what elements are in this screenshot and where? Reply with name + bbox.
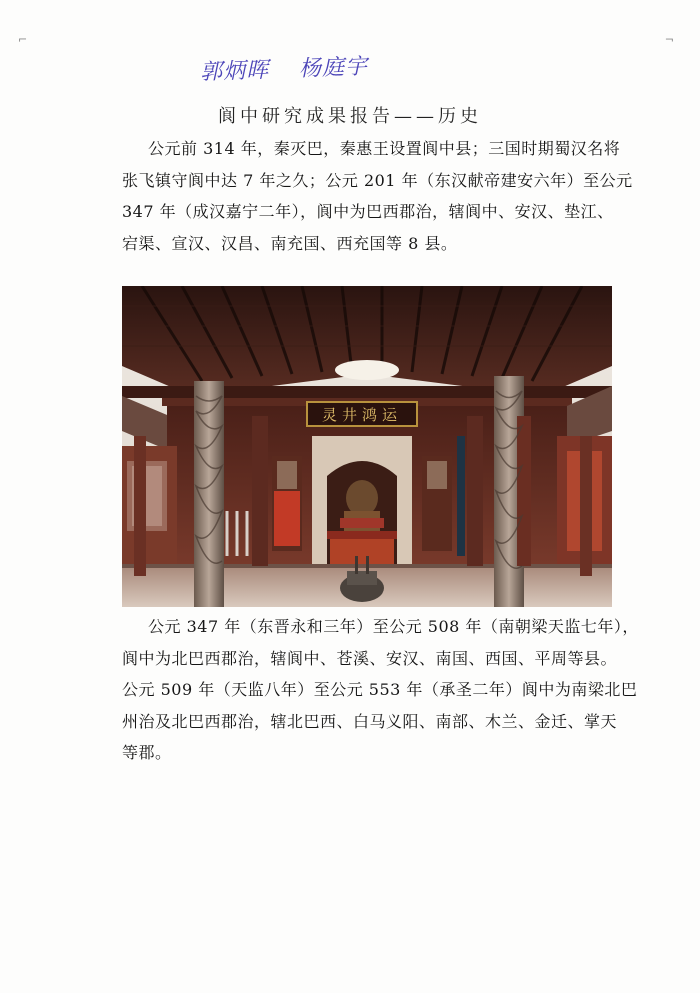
handwritten-name-1: 郭炳晖	[199, 57, 270, 86]
handwritten-name-2: 杨庭宇	[298, 54, 369, 82]
paragraph-2-line: 公元 347 年（东晋永和三年）至公元 508 年（南朝梁天监七年），	[148, 617, 639, 636]
temple-photo	[122, 286, 612, 607]
paragraph-2-line: 阆中为北巴西郡治，辖阆中、苍溪、安汉、南国、西国、平周等县。	[122, 648, 618, 668]
paragraph-2-line: 州治及北巴西郡治，辖北巴西、白马义阳、南部、木兰、金迁、掌天	[122, 711, 618, 731]
page-title: 阆中研究成果报告——历史	[218, 106, 482, 127]
binder-mark-left: ⌐	[18, 33, 28, 46]
handwritten-names	[200, 49, 391, 87]
paragraph-1-line: 张飞镇守阆中达 7 年之久；公元 201 年（东汉献帝建安六年）至公元	[122, 170, 633, 190]
paragraph-2-line: 公元 509 年（天监八年）至公元 553 年（承圣二年）阆中为南梁北巴	[122, 680, 638, 699]
paragraph-1-line: 宕渠、宣汉、汉昌、南充国、西充国等 8 县。	[122, 233, 458, 253]
paragraph-2-line: 等郡。	[122, 743, 172, 762]
plaque-text: 灵井鸿运	[321, 406, 403, 424]
binder-mark-right: ¬	[664, 33, 674, 46]
paragraph-2	[122, 611, 639, 769]
paragraph-1-line: 公元前 314 年，秦灭巴，秦惠王设置阆中县；三国时期蜀汉名将	[148, 139, 621, 158]
paragraph-1	[122, 133, 633, 259]
paragraph-1-line: 347 年（成汉嘉宁二年），阆中为巴西郡治，辖阆中、安汉、垫江、	[122, 202, 614, 221]
